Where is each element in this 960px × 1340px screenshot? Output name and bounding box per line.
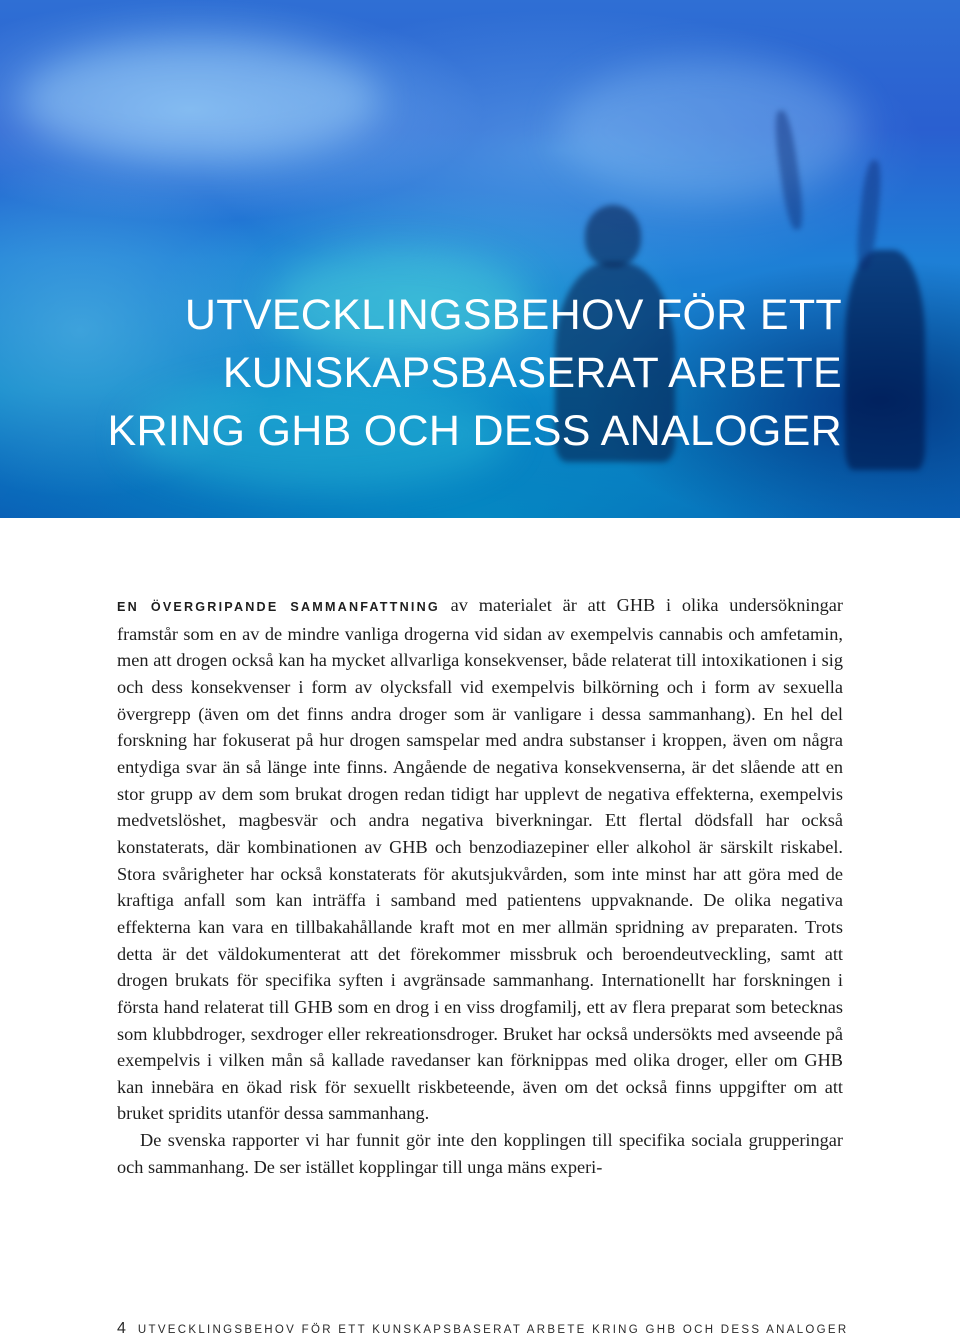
- lead-in: EN ÖVERGRIPANDE SAMMANFATTNING: [117, 600, 440, 614]
- paragraph: [117, 592, 843, 1127]
- fog-highlight: [20, 40, 380, 160]
- fog-highlight: [560, 60, 860, 200]
- paragraph: [117, 1127, 843, 1180]
- chapter-title-line: UTVECKLINGSBEHOV FÖR ETT: [184, 291, 842, 339]
- chapter-title-line: KRING GHB OCH DESS ANALOGER: [107, 407, 842, 455]
- body-text: [117, 592, 843, 1180]
- page-footer: [117, 1320, 848, 1338]
- chapter-title: [108, 286, 842, 460]
- running-title: UTVECKLINGSBEHOV FÖR ETT KUNSKAPSBASERAT ARBETE KRING GHB OCH DESS ANALOGER: [137, 1324, 849, 1336]
- paragraph-text: av materialet är att GHB i olika undersökningar framstår som en av de mindre vanliga drogerna vid sidan av exempelvis cannabis och amfetamin, men att drogen också kan ha mycket allvarliga konsekvenser, både relaterat till intoxikationen i sig och dess konsekvenser i form av olycksfall vid exempelvis bilkörning och i form av sexuella övergrepp (även om det finns andra droger som är vanligare i dessa sammanhang). En hel del forskning har fokuserat på hur drogen samspelar med andra substanser i kroppen, även om några entydiga svar än så länge inte finns. Angående de negativa konsekvenserna, är det slående att en stor grupp av dem som brukat drogen redan tidigt har upplevt de negativa effekterna, exempelvis medvetslöshet, magbesvär och andra negativa biverkningar. Ett flertal dödsfall har också konstaterats, där kombinationen av GHB och benzodiazepiner eller alkohol är särskilt riskabel. Stora svårigheter har också konstaterats för akutsjukvården, som inte minst har att göra med de kraftiga anfall som kan inträffa i samband med patientens uppvaknande. De olika negativa effekterna kan vara en tillbakahållande kraft mot en mer allmän spridning av preparaten. Trots detta är det väldokumenterat att det förekommer missbruk och beroendeutveckling, samt att drogen brukats för specifika syften i avgränsade sammanhang. Internationellt har forskningen i första hand relaterat till GHB som en drog i en viss drogfamilj, ett av flera preparat som betecknas som klubbdroger, sexdroger eller rekreationsdroger. Bruket har också undersökts med avseende på exempelvis i vilken mån så kallade ravedanser kan förknippas med olika droger, eller om GHB kan innebära en ökad risk för sexuellt riskbeteende, även om det också finns uppgifter om att bruket spridits utanför dessa sammanhang.: [117, 595, 843, 1124]
- page-number: 4: [117, 1320, 126, 1337]
- hero-image: [0, 0, 960, 518]
- chapter-title-line: KUNSKAPSBASERAT ARBETE: [222, 349, 842, 397]
- paragraph-text: De svenska rapporter vi har funnit gör inte den kopplingen till specifika sociala grupperingar och sammanhang. De ser istället kopplingar till unga mäns experi-: [117, 1130, 843, 1177]
- crowd-silhouette: [585, 205, 641, 267]
- crowd-silhouette: [845, 250, 925, 470]
